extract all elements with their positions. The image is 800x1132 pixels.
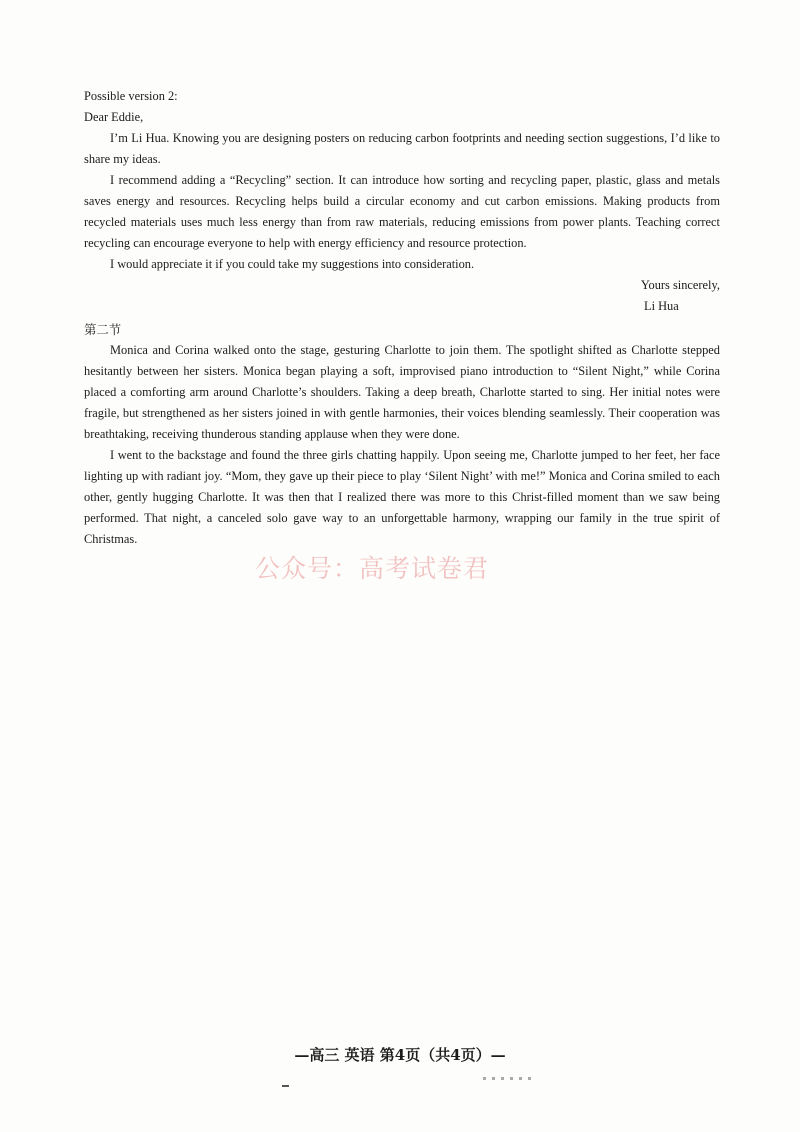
document-body: [84, 86, 720, 550]
page-footer: —高三 英语 第4页（共4页）—: [294, 1046, 506, 1064]
story-paragraph-1: Monica and Corina walked onto the stage, gesturing Charlotte to join them. The spotlight shifted as Charlotte stepped hesitantly between her sisters. Monica began playing a soft, improvised piano introduction to “Silent Night,” while Corina placed a comforting arm around Charlotte’s shoulders. Taking a deep breath, Charlotte started to sing. Her initial notes were fragile, but strengthened as her sisters joined in with gentle harmonies, their voices blending seamlessly. Their cooperation was breathtaking, receiving thunderous standing applause when they were done.: [84, 343, 720, 441]
letter-signature-line: [84, 296, 720, 317]
closing-phrase: Yours sincerely,: [640, 278, 720, 292]
letter-paragraph-1: I’m Li Hua. Knowing you are designing posters on reducing carbon footprints and needing section suggestions, I’d like to share my ideas.: [84, 131, 720, 166]
letter-greeting: Dear Eddie,: [84, 110, 144, 124]
watermark: 公众号：高考试卷君: [255, 554, 490, 583]
letter-paragraph-2: I recommend adding a “Recycling” section. It can introduce how sorting and recycling paper, plastic, glass and metals saves energy and resources. Recycling helps build a circular economy and cut carbon emissions. Making products from recycled materials uses much less energy than from raw materials, reducing emissions from power plants. Teaching correct recycling can encourage everyone to help with energy efficiency and resource protection.: [84, 173, 720, 250]
version-label: Possible version 2:: [84, 89, 178, 103]
section-heading: 第二节: [84, 322, 122, 337]
signature: Li Hua: [644, 299, 679, 313]
letter-paragraph-3: I would appreciate it if you could take my suggestions into consideration.: [110, 257, 475, 271]
scan-artifact: [282, 1085, 289, 1087]
letter-closing: [84, 275, 720, 296]
scan-artifact: [483, 1077, 531, 1080]
story-paragraph-2: I went to the backstage and found the three girls chatting happily. Upon seeing me, Charlotte jumped to her feet, her face lighting up with radiant joy. “Mom, they gave up their piece to play ‘Silent Night’ with me!” Monica and Corina smiled to each other, gently hugging Charlotte. It was then that I realized there was more to this Christ-filled moment than we saw being performed. That night, a canceled solo gave way to an unforgettable harmony, wrapping our family in the true spirit of Christmas.: [84, 448, 720, 546]
